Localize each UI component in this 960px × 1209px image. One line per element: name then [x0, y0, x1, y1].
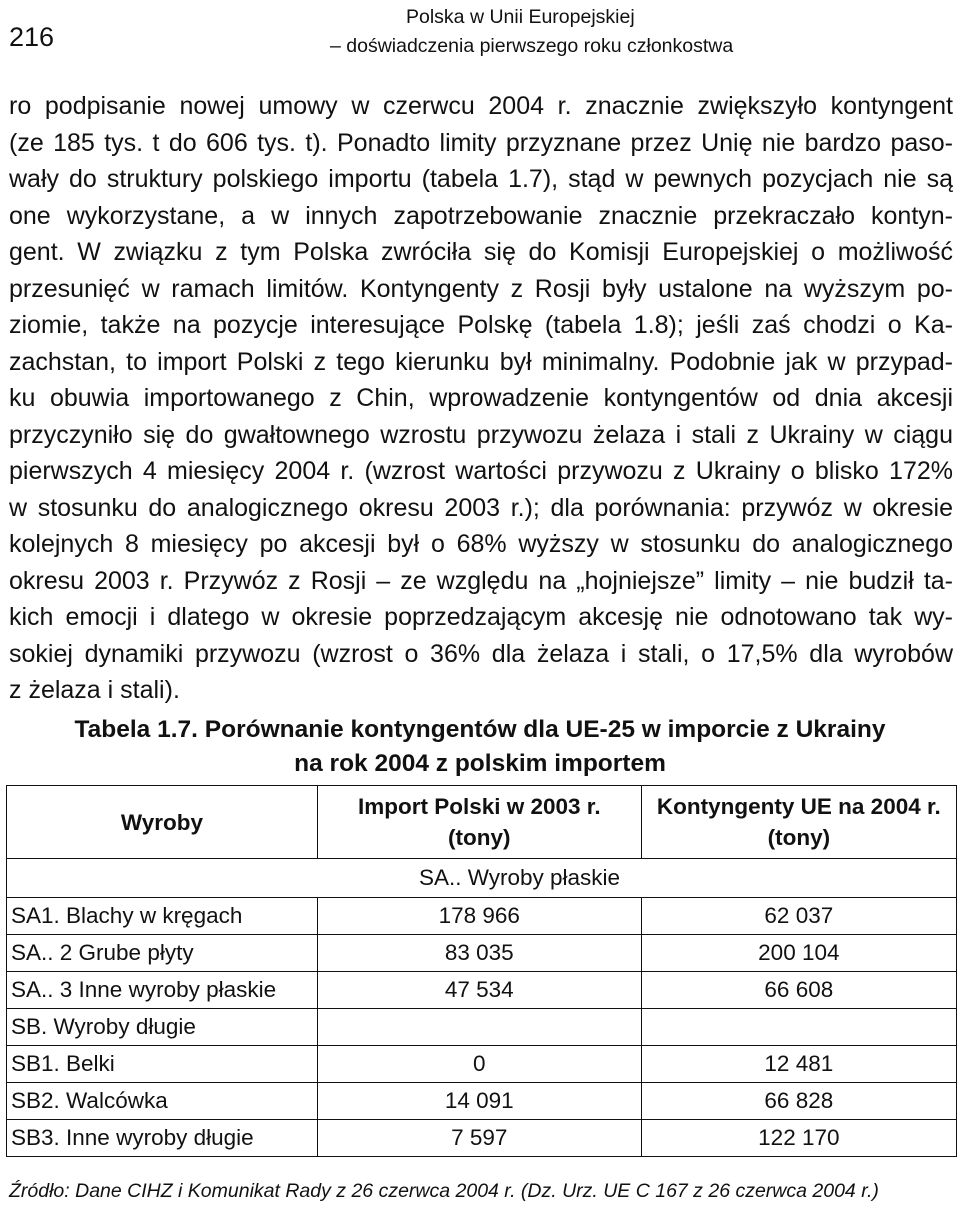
cell-import-2003: 0: [317, 1046, 641, 1083]
cell-product: SA.. 2 Grube płyty: [7, 935, 318, 972]
body-line: ku obuwia importowanego z Chin, wprowadzenie kontyngentów od dnia akcesji: [9, 384, 953, 412]
cell-quota-2004: 66 828: [641, 1083, 956, 1120]
body-line: (ze 185 tys. t do 606 tys. t). Ponadto limity przyznane przez Unię nie bardzo paso-: [9, 128, 953, 157]
table-group-row: [7, 859, 957, 898]
body-line: przyczyniło się do gwałtownego wzrostu przywozu żelaza i stali z Ukrainy w ciągu: [9, 420, 953, 449]
table-row: [7, 935, 957, 972]
body-line: pierwszych 4 miesięcy 2004 r. (wzrost wartości przywozu z Ukrainy o blisko 172%: [9, 457, 953, 485]
running-head-subtitle: – doświadczenia pierwszego roku członkostwa: [330, 35, 734, 57]
table-row: [7, 898, 957, 935]
cell-import-2003: 47 534: [317, 972, 641, 1009]
header-quota-2004: Kontyngenty UE na 2004 r. (tony): [641, 786, 956, 859]
cell-quota-2004: 200 104: [641, 935, 956, 972]
running-head: [330, 3, 733, 61]
body-line: kolejnych 8 miesięcy po akcesji był o 68% wyższy w stosunku do analogicznego: [9, 530, 953, 558]
page-number: 216: [9, 22, 55, 52]
table-row: [7, 1009, 957, 1046]
cell-product: SB2. Walcówka: [7, 1083, 318, 1120]
cell-import-2003: 7 597: [317, 1120, 641, 1157]
cell-product: SB1. Belki: [7, 1046, 318, 1083]
cell-quota-2004: 62 037: [641, 898, 956, 935]
body-line: kich emocji i dlatego w okresie poprzedzającym akcesję nie odnotowano tak wy-: [9, 603, 953, 631]
body-line: okresu 2003 r. Przywóz z Rosji – ze względu na „hojniejsze” limity – nie budził ta-: [9, 566, 953, 595]
body-line: one wykorzystane, a w innych zapotrzebowanie znacznie przekraczało kontyn-: [9, 201, 953, 230]
body-line: zachstan, to import Polski z tego kierunku był minimalny. Podobnie jak w przypad-: [9, 347, 953, 376]
table-row: [7, 1083, 957, 1120]
table-caption: [0, 713, 960, 781]
table-row: [7, 1046, 957, 1083]
cell-quota-2004: 122 170: [641, 1120, 956, 1157]
group-flat-products: SA.. Wyroby płaskie: [7, 859, 957, 898]
table-header-row: [7, 786, 957, 859]
cell-import-2003: 14 091: [317, 1083, 641, 1120]
body-line: sokiej dynamiki przywozu (wzrost o 36% dla żelaza i stali, o 17,5% dla wyrobów: [9, 639, 953, 668]
cell-product: SB3. Inne wyroby długie: [7, 1120, 318, 1157]
table-caption-line1: Tabela 1.7. Porównanie kontyngentów dla UE-25 w imporcie z Ukrainy: [74, 716, 886, 743]
cell-quota-2004: [641, 1009, 956, 1046]
source-note: Źródło: Dane CIHZ i Komunikat Rady z 26 czerwca 2004 r. (Dz. Urz. UE C 167 z 26 czerwca 2004 r.): [9, 1180, 879, 1202]
body-line: przesunięć w ramach limitów. Kontyngenty z Rosji były ustalone na wyższym po-: [9, 274, 953, 303]
cell-import-2003: 83 035: [317, 935, 641, 972]
table-row: [7, 1120, 957, 1157]
import-quota-table: [6, 785, 957, 1157]
body-line: ziomie, także na pozycje interesujące Polskę (tabela 1.8); jeśli zaś chodzi o Ka-: [9, 311, 953, 339]
cell-import-2003: 178 966: [317, 898, 641, 935]
header-import-2003: Import Polski w 2003 r. (tony): [317, 786, 641, 859]
cell-product: SA1. Blachy w kręgach: [7, 898, 318, 935]
body-line: z żelaza i stali).: [9, 676, 180, 704]
running-head-title: Polska w Unii Europejskiej: [406, 6, 635, 28]
header-products: Wyroby: [7, 786, 318, 859]
body-line: wały do struktury polskiego importu (tabela 1.7), stąd w pewnych pozycjach nie są: [9, 165, 953, 193]
body-line: w stosunku do analogicznego okresu 2003 r.); dla porównania: przywóz w okresie: [9, 493, 953, 522]
cell-import-2003: [317, 1009, 641, 1046]
cell-quota-2004: 12 481: [641, 1046, 956, 1083]
body-text: [9, 88, 953, 709]
body-line: ro podpisanie nowej umowy w czerwcu 2004 r. znacznie zwiększyło kontyngent: [9, 92, 953, 120]
body-line: gent. W związku z tym Polska zwróciła się do Komisji Europejskiej o możliwość: [9, 238, 953, 266]
cell-product: SA.. 3 Inne wyroby płaskie: [7, 972, 318, 1009]
cell-product: SB. Wyroby długie: [7, 1009, 318, 1046]
cell-quota-2004: 66 608: [641, 972, 956, 1009]
table-caption-line2: na rok 2004 z polskim importem: [294, 750, 666, 777]
table-row: [7, 972, 957, 1009]
